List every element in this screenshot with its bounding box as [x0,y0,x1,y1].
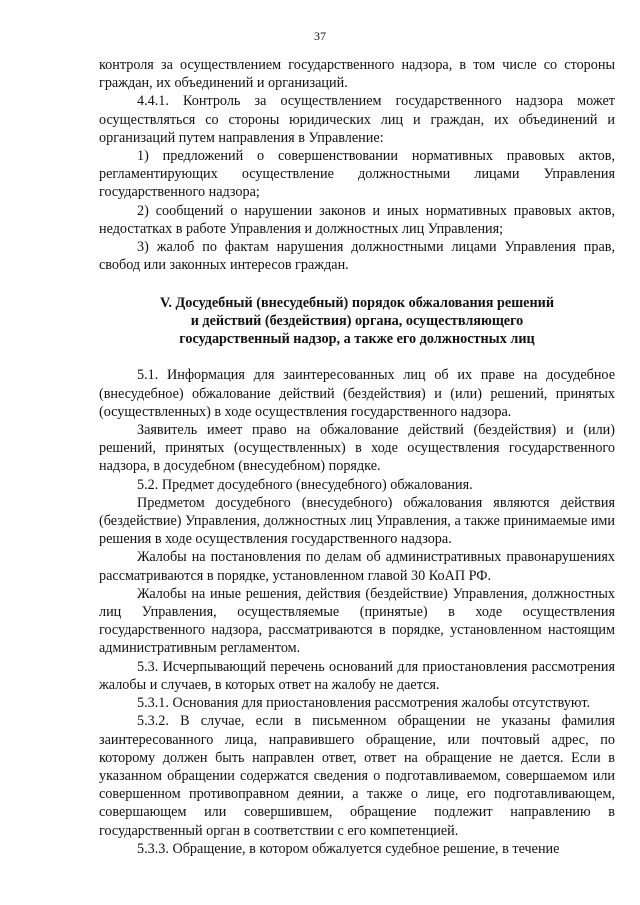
page-number: 37 [314,29,326,43]
document-body [99,56,615,858]
paragraph-continuation: контроля за осуществлением государственного надзора, в том числе со стороны граждан, их объединений и организаций. [99,57,615,92]
paragraph-5-1: 5.1. Информация для заинтересованных лиц об их праве на досудебное (внесудебное) обжалование действий (бездействия) и (или) решений, принятых (осуществленных) в ходе осуществления государственного надзора. [99,367,615,420]
paragraph-other-complaints: Жалобы на иные решения, действия (бездействие) Управления, должностных лиц Управления, осуществляемые (принятые) в ходе осуществления государственного надзора, рассматриваются в порядке, установленном настоящим административным регламентом. [99,585,615,657]
paragraph-5-3-1: 5.3.1. Основания для приостановления рассмотрения жалобы отсутствуют. [137,695,591,712]
paragraph-4-4-1: 4.4.1. Контроль за осуществлением государственного надзора может осуществляться со стороны юридических лиц и граждан, их объединений и организаций путем направления в Управление: [99,93,615,146]
list-item-1: 1) предложений о совершенствовании нормативных правовых актов, регламентирующих осуществление должностными лицами Управления государственного надзора; [99,148,615,201]
paragraph-5-3-2: 5.3.2. В случае, если в письменном обращении не указаны фамилия заинтересованного лица, направившего обращение, или почтовый адрес, по которому должен быть направлен ответ, ответ на обращение не дается. Если в указанном обращении содержатся сведения о подготавливаемом, совершаемом или совершенном противоправном деянии, а также о лице, его подготавливающем, совершающем или совершившем, обращение подлежит направлению в государственный орган в соответствии с его компетенцией. [99,713,615,839]
section-heading-line-1: V. Досудебный (внесудебный) порядок обжалования решений [160,295,554,312]
list-item-2: 2) сообщений о нарушении законов и иных нормативных правовых актов, недостатках в работе Управления и должностных лиц Управления; [99,202,615,237]
list-item-3: 3) жалоб по фактам нарушения должностными лицами Управления прав, свобод или законных интересов граждан. [99,239,615,274]
paragraph-applicant-right: Заявитель имеет право на обжалование действий (бездействия) и (или) решений, принятых (осуществленных) в ходе осуществления государственного надзора, в досудебном (внесудебном) порядке. [99,422,615,475]
paragraph-koap-complaints: Жалобы на постановления по делам об административных правонарушениях рассматриваются в порядке, установленном главой 30 КоАП РФ. [99,549,615,584]
section-heading [99,294,615,348]
paragraph-subject-of-appeal: Предметом досудебного (внесудебного) обжалования являются действия (бездействие) Управления, должностных лиц Управления, а также принимаемые ими решения в ходе осуществления государственного надзора. [99,494,615,548]
paragraph-5-3: 5.3. Исчерпывающий перечень оснований для приостановления рассмотрения жалобы и случаев, в которых ответ на жалобу не дается. [99,658,615,693]
section-heading-line-2: и действий (бездействия) органа, осуществляющего [190,313,524,330]
paragraph-5-2: 5.2. Предмет досудебного (внесудебного) обжалования. [137,476,473,493]
section-heading-line-3: государственный надзор, а также его должностных лиц [179,331,535,348]
paragraph-5-3-3: 5.3.3. Обращение, в котором обжалуется судебное решение, в течение [137,840,560,857]
